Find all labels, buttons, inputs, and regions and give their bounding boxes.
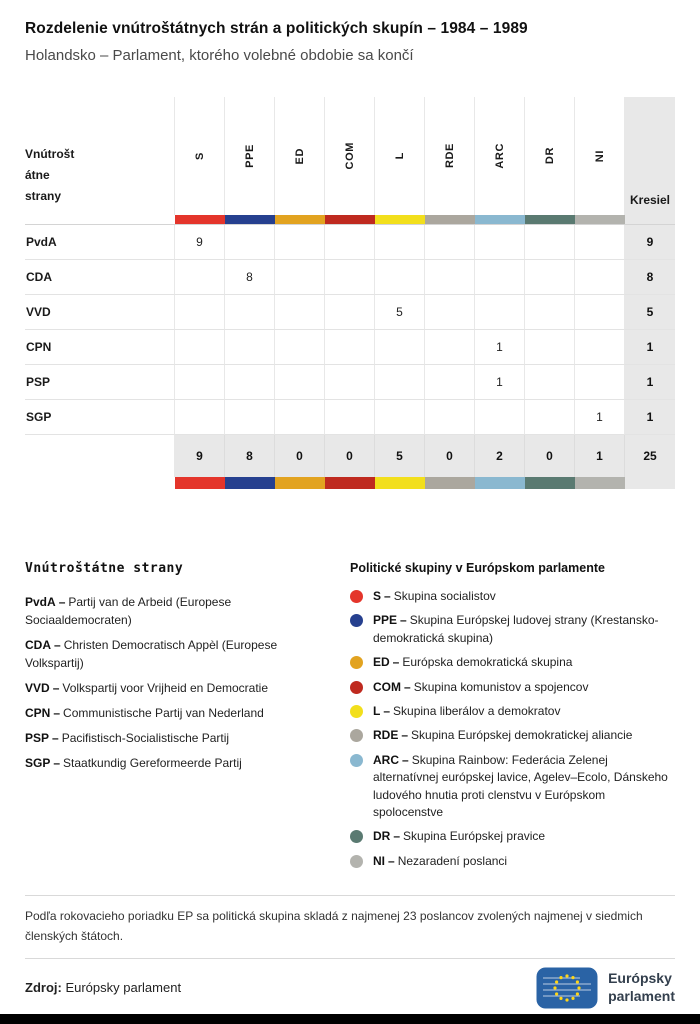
- dash-separator: –: [404, 679, 411, 694]
- group-desc: Skupina Európskej pravice: [403, 829, 546, 844]
- logo-line2: parlament: [608, 987, 675, 1004]
- seat-cell: 1: [575, 400, 625, 435]
- seat-cell: [275, 365, 325, 400]
- party-desc: Christen Democratisch Appèl (Europese Volkspartij): [25, 638, 278, 670]
- seat-cell: [275, 330, 325, 365]
- seat-cell: 5: [375, 295, 425, 330]
- seat-cell: [225, 225, 275, 260]
- group-color-swatch-COM: [325, 477, 375, 489]
- column-header-DR: [525, 97, 575, 215]
- group-legend-text: [373, 588, 496, 605]
- seat-cell: [175, 295, 225, 330]
- corner-label-line: Vnútrošt: [25, 147, 75, 161]
- dash-separator: –: [52, 731, 59, 745]
- group-desc: Skupina komunistov a spojencov: [413, 679, 589, 694]
- seat-cell: [375, 330, 425, 365]
- group-color-swatch-L: [375, 215, 425, 225]
- column-total: 9: [175, 435, 225, 477]
- seat-cell: [275, 400, 325, 435]
- group-legend: [350, 561, 675, 877]
- row-total: 8: [625, 260, 675, 295]
- group-abbr: ARC: [373, 752, 399, 767]
- group-color-swatch-S: [175, 215, 225, 225]
- group-abbr: NI: [373, 853, 385, 868]
- group-desc: Skupina Rainbow: Federácia Zelenej alternatívnej európskej lavice, Agelev–Ecolo, Dánskeho ludového hnutia proti clenstvu v Európskom spolocenstve: [373, 752, 668, 819]
- seat-cell: [425, 225, 475, 260]
- seat-cell: [575, 295, 625, 330]
- seat-cell: [425, 400, 475, 435]
- seat-cell: [525, 295, 575, 330]
- seat-cell: [175, 330, 225, 365]
- group-color-swatch-S: [175, 477, 225, 489]
- source-label: Zdroj:: [25, 980, 62, 996]
- group-legend-item: [350, 612, 675, 647]
- column-header-COM: [325, 97, 375, 215]
- row-total: 1: [625, 400, 675, 435]
- group-color-swatch-ARC: [475, 477, 525, 489]
- group-color-swatch-COM: [325, 215, 375, 225]
- legend-color-dot: [350, 705, 363, 718]
- dash-separator: –: [58, 595, 66, 609]
- group-legend-item: [350, 654, 675, 671]
- seat-cell: [475, 225, 525, 260]
- party-legend-item: [25, 679, 325, 697]
- group-desc: Nezaradení poslanci: [397, 853, 508, 868]
- seats-column-bg: [625, 215, 675, 225]
- group-legend-item: [350, 679, 675, 696]
- column-header-label: RDE: [443, 143, 456, 169]
- seat-cell: [175, 260, 225, 295]
- column-total: 5: [375, 435, 425, 477]
- party-desc: Pacifistisch-Socialistische Partij: [61, 731, 230, 745]
- seat-cell: [175, 365, 225, 400]
- seat-cell: [275, 260, 325, 295]
- table-row: [25, 330, 675, 365]
- party-name: SGP: [25, 400, 175, 435]
- column-header-label: COM: [343, 142, 356, 170]
- party-legend-item: [25, 729, 325, 747]
- source-text: [25, 980, 181, 995]
- seat-cell: [525, 260, 575, 295]
- party-legend: [25, 561, 325, 877]
- group-legend-text: [373, 654, 572, 671]
- column-header-ED: [275, 97, 325, 215]
- seat-cell: [325, 260, 375, 295]
- seat-cell: [375, 225, 425, 260]
- group-color-swatch-L: [375, 477, 425, 489]
- table-row: [25, 260, 675, 295]
- footnote-text: Podľa rokovacieho poriadku EP sa politická skupina skladá z najmenej 23 poslancov zvolených najmenej v siedmich členských štátoch.: [25, 909, 643, 943]
- column-header-label: L: [393, 152, 406, 160]
- european-parliament-logo[interactable]: [536, 967, 675, 1009]
- seat-cell: [325, 400, 375, 435]
- seat-cell: [575, 225, 625, 260]
- group-abbr: RDE: [373, 728, 399, 743]
- row-total: 1: [625, 330, 675, 365]
- column-header-ARC: [475, 97, 525, 215]
- footnote-section: [25, 895, 675, 959]
- group-color-bar-row-bottom: [25, 477, 675, 489]
- seat-cell: [475, 295, 525, 330]
- group-abbr: PPE: [373, 613, 398, 628]
- legend-color-dot: [350, 855, 363, 868]
- seat-cell: [475, 260, 525, 295]
- party-abbr: SGP: [25, 756, 51, 770]
- seat-cell: [325, 365, 375, 400]
- totals-spacer-cell: [25, 435, 175, 477]
- group-legend-item: [350, 588, 675, 605]
- seat-cell: 1: [475, 330, 525, 365]
- group-color-bar-row: [25, 215, 675, 225]
- column-total: 8: [225, 435, 275, 477]
- seat-cell: 8: [225, 260, 275, 295]
- party-desc: Staatkundig Gereformeerde Partij: [63, 756, 242, 770]
- party-abbr: CPN: [25, 706, 51, 720]
- dash-separator: –: [392, 655, 400, 670]
- column-header-label: DR: [543, 147, 556, 165]
- seat-cell: [525, 330, 575, 365]
- group-abbr: DR: [373, 829, 391, 844]
- table-row: [25, 400, 675, 435]
- seat-cell: [225, 295, 275, 330]
- row-total: 5: [625, 295, 675, 330]
- group-legend-text: [373, 727, 632, 744]
- seat-cell: [575, 365, 625, 400]
- group-abbr: COM: [373, 679, 401, 694]
- group-legend-text: [373, 612, 675, 647]
- legend-color-dot: [350, 729, 363, 742]
- column-header-label: NI: [593, 149, 606, 163]
- column-header-PPE: [225, 97, 275, 215]
- seat-cell: [425, 295, 475, 330]
- page-subtitle: Holandsko – Parlament, ktorého volebné obdobie sa končí: [25, 47, 414, 64]
- party-name: CDA: [25, 260, 175, 295]
- party-legend-heading: Vnútroštátne strany: [25, 561, 184, 576]
- group-legend-items: [350, 588, 675, 870]
- party-desc: Communistische Partij van Nederland: [63, 706, 264, 720]
- group-legend-text: [373, 752, 675, 822]
- seat-cell: [525, 400, 575, 435]
- seat-cell: [325, 295, 375, 330]
- dash-separator: –: [393, 829, 401, 844]
- seat-cell: [575, 260, 625, 295]
- group-desc: Skupina socialistov: [393, 589, 496, 603]
- grand-total: 25: [625, 435, 675, 477]
- bar-spacer-cell: [25, 477, 175, 489]
- column-header-label: ARC: [493, 143, 506, 169]
- column-total: 2: [475, 435, 525, 477]
- group-desc: Európska demokratická skupina: [402, 655, 573, 670]
- dash-separator: –: [401, 728, 409, 743]
- group-legend-heading: Politické skupiny v Európskom parlamente: [350, 561, 605, 575]
- source-value: Európsky parlament: [65, 980, 182, 996]
- seat-cell: [225, 365, 275, 400]
- seats-table: [25, 97, 675, 489]
- page-title: Rozdelenie vnútroštátnych strán a politických skupín – 1984 – 1989: [25, 20, 528, 37]
- seat-cell: [475, 400, 525, 435]
- group-legend-item: [350, 727, 675, 744]
- group-legend-item: [350, 752, 675, 822]
- column-total: 1: [575, 435, 625, 477]
- party-abbr: PSP: [25, 731, 50, 745]
- logo-line1: Európsky: [608, 970, 672, 987]
- party-desc: Partij van de Arbeid (Europese Sociaaldemocraten): [25, 595, 232, 627]
- legend-color-dot: [350, 614, 363, 627]
- party-desc: Volkspartij voor Vrijheid en Democratie: [62, 681, 269, 695]
- group-desc: Skupina Európskej ludovej strany (Krestansko-demokratická skupina): [373, 613, 659, 645]
- table-totals-row: [25, 435, 675, 477]
- dash-separator: –: [53, 756, 61, 770]
- column-header-S: [175, 97, 225, 215]
- party-abbr: VVD: [25, 681, 50, 695]
- group-color-swatch-ED: [275, 215, 325, 225]
- group-abbr: S: [373, 589, 382, 603]
- row-total: 9: [625, 225, 675, 260]
- dash-separator: –: [384, 589, 391, 603]
- legend-color-dot: [350, 681, 363, 694]
- dash-separator: –: [383, 703, 391, 718]
- party-name: PSP: [25, 365, 175, 400]
- dash-separator: –: [53, 706, 61, 720]
- dash-separator: –: [52, 681, 60, 695]
- seat-cell: [325, 330, 375, 365]
- party-name: CPN: [25, 330, 175, 365]
- group-color-swatch-PPE: [225, 477, 275, 489]
- seats-column-header: Kresiel: [625, 97, 675, 215]
- party-name: PvdA: [25, 225, 175, 260]
- group-legend-item: [350, 828, 675, 845]
- column-header-label: S: [193, 152, 206, 160]
- group-color-swatch-DR: [525, 215, 575, 225]
- party-legend-items: [25, 593, 325, 772]
- corner-label-line: strany: [25, 189, 62, 203]
- column-header-L: [375, 97, 425, 215]
- parliament-hemicycle-icon: [536, 967, 598, 1009]
- seat-cell: [375, 260, 425, 295]
- logo-wordmark: [608, 970, 675, 1005]
- legend-color-dot: [350, 754, 363, 767]
- party-legend-item: [25, 704, 325, 722]
- column-header-label: PPE: [243, 144, 256, 168]
- corner-label-line: átne: [25, 168, 50, 182]
- column-header-RDE: [425, 97, 475, 215]
- seat-cell: [175, 400, 225, 435]
- group-color-swatch-ARC: [475, 215, 525, 225]
- seat-cell: [425, 330, 475, 365]
- group-legend-item: [350, 703, 675, 720]
- seats-column-bg: [625, 477, 675, 489]
- bar-spacer-cell: [25, 215, 175, 225]
- group-color-swatch-RDE: [425, 215, 475, 225]
- seat-cell: 9: [175, 225, 225, 260]
- group-legend-text: [373, 853, 507, 870]
- dash-separator: –: [54, 638, 61, 652]
- column-header-label: ED: [293, 147, 306, 165]
- seat-cell: 1: [475, 365, 525, 400]
- legend-color-dot: [350, 590, 363, 603]
- party-name: VVD: [25, 295, 175, 330]
- legend-color-dot: [350, 830, 363, 843]
- group-color-swatch-RDE: [425, 477, 475, 489]
- group-legend-text: [373, 679, 588, 696]
- column-total: 0: [525, 435, 575, 477]
- group-desc: Skupina Európskej demokratickej aliancie: [411, 728, 633, 743]
- group-color-swatch-PPE: [225, 215, 275, 225]
- column-header-NI: [575, 97, 625, 215]
- group-desc: Skupina liberálov a demokratov: [393, 703, 561, 718]
- row-total: 1: [625, 365, 675, 400]
- seat-cell: [275, 295, 325, 330]
- seat-cell: [575, 330, 625, 365]
- seat-cell: [275, 225, 325, 260]
- seat-cell: [525, 225, 575, 260]
- dash-separator: –: [388, 853, 395, 868]
- seat-cell: [375, 365, 425, 400]
- dash-separator: –: [402, 752, 409, 767]
- bottom-black-bar: [0, 1014, 700, 1024]
- seat-cell: [325, 225, 375, 260]
- group-abbr: ED: [373, 655, 390, 670]
- group-abbr: L: [373, 703, 381, 718]
- group-legend-item: [350, 853, 675, 870]
- column-total: 0: [275, 435, 325, 477]
- group-color-swatch-NI: [575, 215, 625, 225]
- seat-cell: [225, 330, 275, 365]
- legend-section: [25, 561, 675, 877]
- group-legend-text: [373, 828, 545, 845]
- seat-cell: [375, 400, 425, 435]
- party-legend-item: [25, 636, 325, 672]
- group-color-swatch-ED: [275, 477, 325, 489]
- seat-cell: [425, 260, 475, 295]
- group-color-swatch-DR: [525, 477, 575, 489]
- source-row: [25, 967, 675, 1009]
- party-abbr: PvdA: [25, 595, 56, 609]
- table-row: [25, 295, 675, 330]
- table-row: [25, 225, 675, 260]
- group-legend-text: [373, 703, 560, 720]
- column-total: 0: [425, 435, 475, 477]
- seat-cell: [525, 365, 575, 400]
- table-row: [25, 365, 675, 400]
- dash-separator: –: [400, 613, 407, 628]
- column-total: 0: [325, 435, 375, 477]
- party-legend-item: [25, 593, 325, 629]
- table-header-row: [25, 97, 675, 215]
- table-corner-label: [25, 97, 175, 215]
- seat-cell: [425, 365, 475, 400]
- seat-cell: [225, 400, 275, 435]
- party-legend-item: [25, 754, 325, 772]
- group-color-swatch-NI: [575, 477, 625, 489]
- legend-color-dot: [350, 656, 363, 669]
- party-abbr: CDA: [25, 638, 51, 652]
